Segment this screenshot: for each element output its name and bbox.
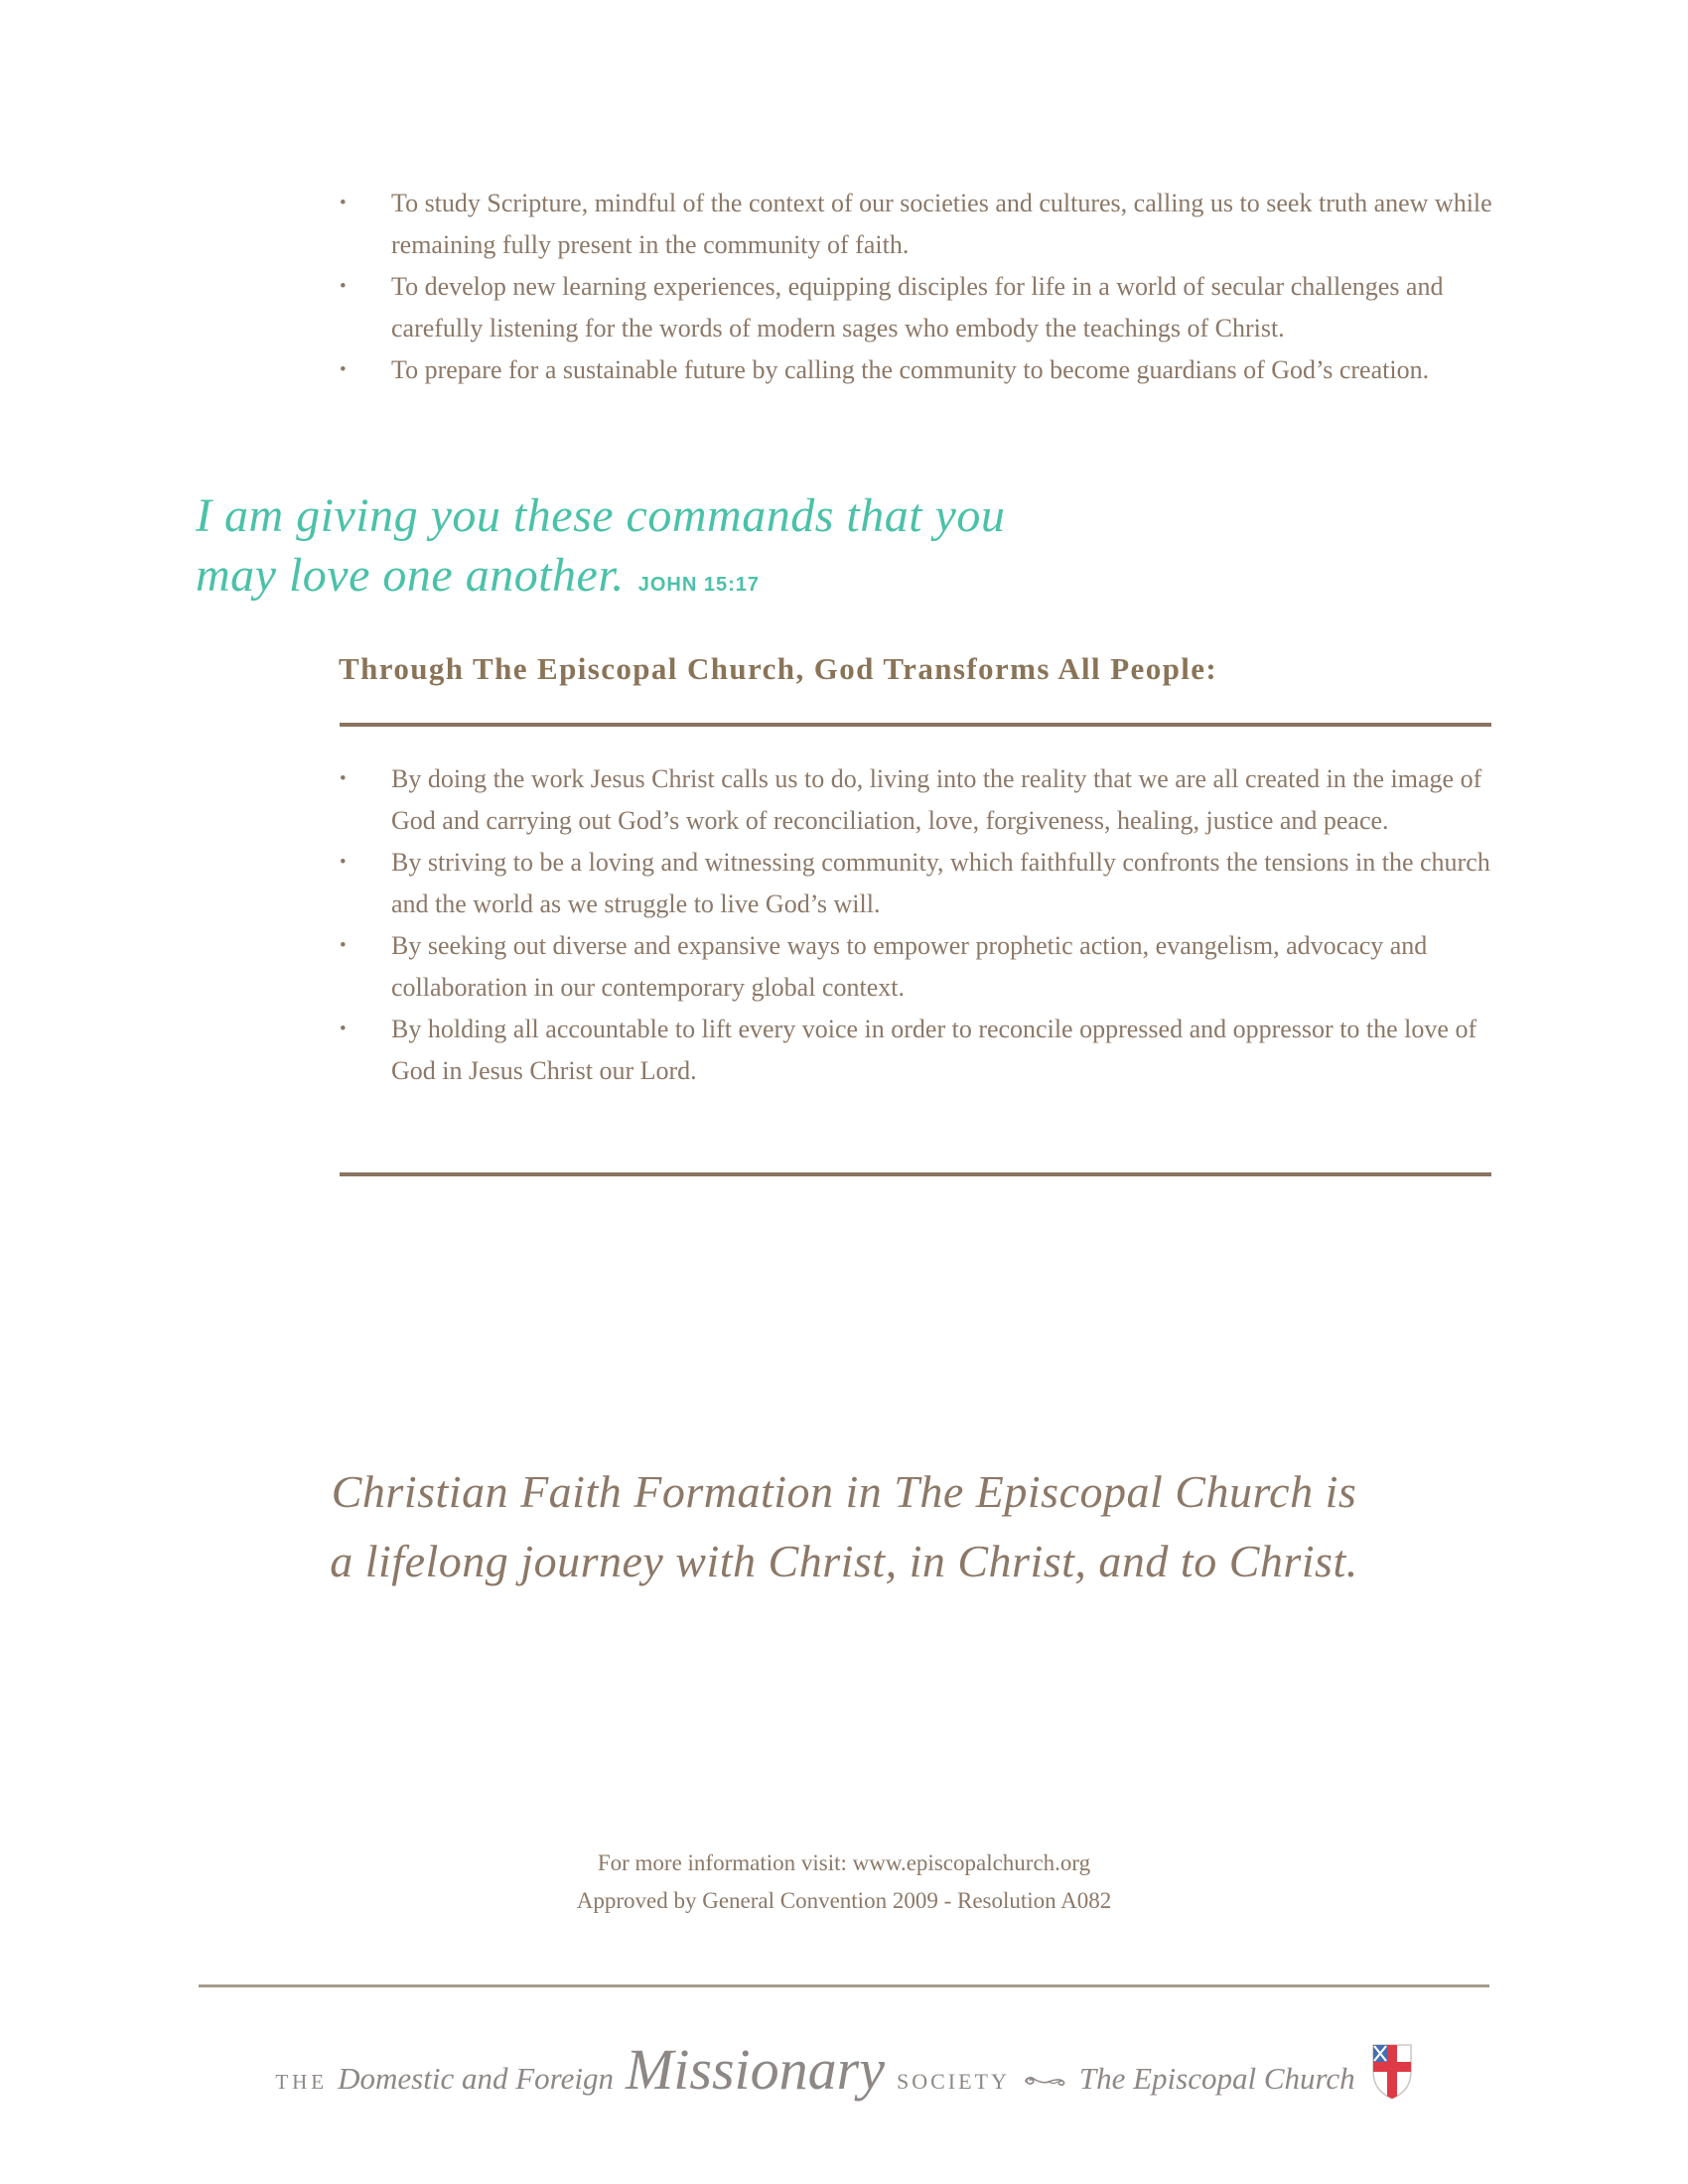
faith-statement-line: Christian Faith Formation in The Episcopal Church is (331, 1466, 1357, 1517)
bullet-dot-icon: • (340, 852, 347, 873)
list-item (340, 266, 1493, 349)
logo-domestic-foreign-label: Domestic and Foreign (338, 2061, 614, 2096)
list-item (340, 925, 1493, 1009)
bullet-dot-icon: • (340, 1019, 347, 1039)
scripture-quote-line: may love one another. (196, 549, 625, 602)
bullet-dot-icon: • (340, 359, 347, 380)
dfms-logo (0, 2031, 1688, 2103)
scripture-citation: JOHN 15:17 (637, 574, 760, 596)
list-item-text: To develop new learning experiences, equipping disciples for life in a world of secular challenges and carefully listening for the words of modern sages who embody the teachings of Christ. (391, 272, 1444, 342)
bullet-dot-icon: • (340, 935, 347, 956)
footer-info (0, 1844, 1688, 1920)
section-heading: Through The Episcopal Church, God Transforms All People: (339, 651, 1218, 686)
footer-website-text: For more information visit: www.episcopalchurch.org (597, 1850, 1091, 1875)
logo-episcopal-church-label: The Episcopal Church (1078, 2061, 1355, 2096)
list-item-text: By holding all accountable to lift every voice in order to reconcile oppressed and oppressor to the love of God in Jesus Christ our Lord. (391, 1015, 1477, 1085)
list-item (340, 758, 1493, 842)
list-item (340, 842, 1493, 925)
bullet-dot-icon: • (340, 193, 347, 213)
faith-statement-line: a lifelong journey with Christ, in Christ, and to Christ. (330, 1536, 1358, 1586)
scripture-quote (196, 486, 1005, 614)
list-item (340, 1009, 1493, 1092)
footer-approval-text: Approved by General Convention 2009 - Resolution A082 (576, 1888, 1112, 1913)
footer-divider (199, 1984, 1489, 1987)
logo-society-label: SOCIETY (896, 2069, 1010, 2094)
list-item-text: By striving to be a loving and witnessing community, which faithfully confronts the tensions in the church and the world as we struggle to live God’s will. (391, 848, 1490, 918)
flourish-ornament-icon (1022, 2071, 1067, 2096)
list-item-text: By doing the work Jesus Christ calls us to do, living into the reality that we are all created in the image of God and carrying out God’s work of reconciliation, love, forgiveness, healing, justice and peace. (391, 764, 1482, 835)
logo-missionary-label: Missionary (625, 2037, 885, 2102)
list-item-text: To study Scripture, mindful of the context of our societies and cultures, calling us to seek truth anew while remaining fully present in the community of faith. (391, 189, 1492, 259)
list-item-text: By seeking out diverse and expansive ways to empower prophetic action, evangelism, advocacy and collaboration in our contemporary global context. (391, 931, 1428, 1002)
transforms-bullet-list (340, 758, 1493, 1092)
bullet-dot-icon: • (340, 276, 347, 297)
faith-statement (0, 1457, 1688, 1596)
scripture-quote-line: I am giving you these commands that you (196, 489, 1006, 542)
list-item (340, 349, 1493, 391)
divider-top (340, 723, 1491, 727)
list-item (340, 183, 1493, 266)
episcopal-shield-icon (1371, 2043, 1413, 2106)
bullet-dot-icon: • (340, 768, 347, 789)
intro-bullet-list (340, 183, 1493, 391)
logo-the-label: THE (275, 2070, 329, 2094)
list-item-text: To prepare for a sustainable future by calling the community to become guardians of God’s creation. (391, 355, 1430, 384)
divider-bottom (340, 1172, 1491, 1176)
